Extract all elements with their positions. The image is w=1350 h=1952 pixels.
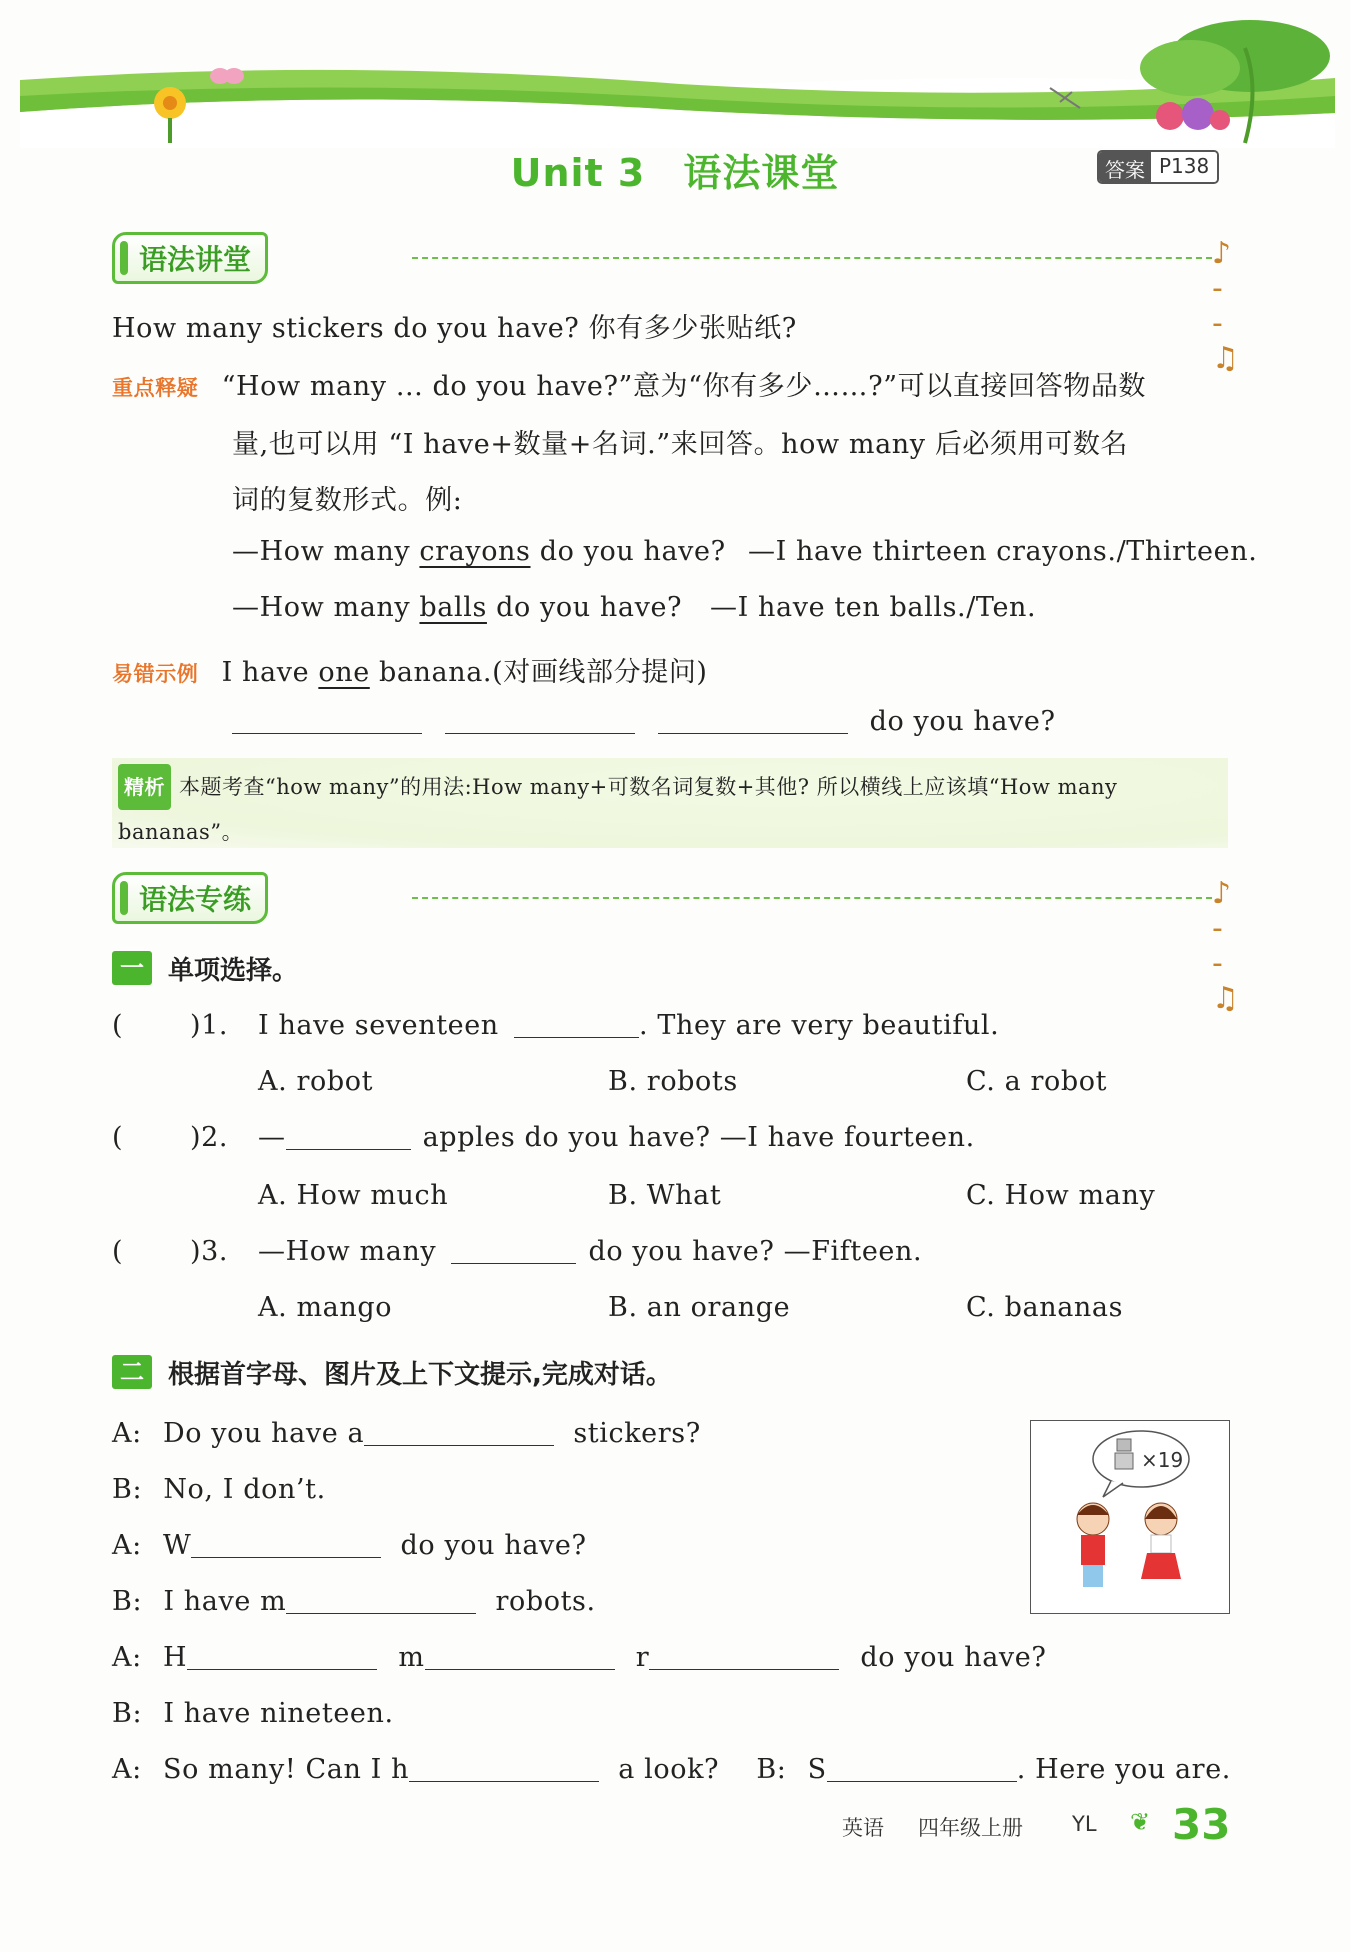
speaker-label: B:	[756, 1754, 787, 1785]
answer-blank[interactable]	[286, 1148, 411, 1150]
speaker-label: B:	[112, 1586, 143, 1617]
robot-icon	[1115, 1439, 1133, 1469]
analysis-box	[112, 758, 1228, 848]
footer-subject: 英语	[842, 1816, 884, 1840]
underlined-word: one	[318, 657, 370, 688]
answer-blank[interactable]	[286, 1612, 476, 1614]
footer-edition: YL	[1072, 1812, 1097, 1836]
underlined-word: crayons	[419, 536, 531, 567]
q2-stem: — apples do you have? —I have fourteen.	[258, 1122, 975, 1153]
answer-blank[interactable]	[451, 1262, 576, 1264]
answer-page: P138	[1151, 152, 1217, 182]
speaker-label: A:	[112, 1642, 142, 1673]
analysis-text-2: bananas”。	[118, 820, 244, 844]
answer-page-tag	[1097, 150, 1219, 184]
answer-blank[interactable]	[191, 1556, 381, 1558]
boy-icon	[1077, 1503, 1109, 1587]
answer-blank[interactable]	[827, 1780, 1017, 1782]
part-1-heading	[112, 948, 298, 988]
example-2-answer: —I have ten balls./Ten.	[710, 592, 1037, 623]
unit-title: 语法课堂	[683, 151, 840, 195]
key-explanation-line-2: 量,也可以用 “I have+数量+名词.”来回答。how many 后必须用可数名	[232, 429, 1129, 460]
part-number: 一	[112, 951, 152, 985]
q2-option-b[interactable]: B. What	[608, 1180, 722, 1211]
speaker-label: B:	[112, 1474, 143, 1505]
music-notes-icon: ♪ - - ♫	[1212, 876, 1239, 1016]
part-title: 单项选择。	[168, 955, 299, 986]
q2-paren: (	[112, 1122, 124, 1153]
common-mistake-tag: 易错示例	[112, 662, 199, 686]
q2-option-a[interactable]: A. How much	[258, 1180, 449, 1211]
q1-paren: (	[112, 1010, 124, 1041]
key-explanation-line-1	[112, 364, 1146, 403]
answer-blank[interactable]	[649, 1668, 839, 1670]
butterfly-icon	[210, 68, 244, 84]
answer-blank[interactable]	[232, 732, 422, 734]
q2-option-c[interactable]: C. How many	[966, 1180, 1156, 1211]
q2-number: )2.	[190, 1122, 229, 1153]
music-notes-icon: ♪ - - ♫	[1212, 236, 1239, 376]
underlined-word: balls	[419, 592, 487, 623]
meadow-banner-illustration	[20, 18, 1335, 148]
answer-blank[interactable]	[364, 1444, 554, 1446]
q1-stem: I have seventeen . They are very beautiful.	[258, 1010, 1000, 1041]
dialogue-line-1: A: Do you have a stickers?	[112, 1418, 701, 1449]
example-1-answer: —I have thirteen crayons./Thirteen.	[748, 536, 1258, 567]
answer-blank[interactable]	[514, 1036, 639, 1038]
kids-illustration	[1031, 1421, 1229, 1613]
q1-number: )1.	[190, 1010, 229, 1041]
q1-option-b[interactable]: B. robots	[608, 1066, 738, 1097]
example-1-question: —How many crayons do you have?	[232, 536, 726, 567]
common-mistake-example: 易错示例 I have one banana.(对画线部分提问)	[112, 657, 708, 688]
answer-blank[interactable]	[409, 1780, 599, 1782]
speaker-label: A:	[112, 1754, 142, 1785]
dialogue-line-6: B: I have nineteen.	[112, 1698, 394, 1729]
dialogue-line-7: A: So many! Can I h a look? B: S . Here you are.	[112, 1754, 1231, 1785]
q3-option-b[interactable]: B. an orange	[608, 1292, 791, 1323]
speaker-label: A:	[112, 1418, 142, 1449]
dialogue-line-4: B: I have m robots.	[112, 1586, 596, 1617]
answer-blank[interactable]	[658, 732, 848, 734]
example-sentence: How many stickers do you have? 你有多少张贴纸?	[112, 313, 797, 344]
leaf-icon: ❦	[1130, 1808, 1151, 1836]
robot-count: ×19	[1141, 1448, 1184, 1472]
part-title: 根据首字母、图片及上下文提示,完成对话。	[168, 1359, 672, 1390]
unit-label: Unit 3	[510, 151, 646, 195]
key-text-1: “How many ... do you have?”意为“你有多少……?”可以直接回答物品数	[221, 371, 1147, 402]
answer-blank[interactable]	[425, 1668, 615, 1670]
part-2-heading	[112, 1352, 672, 1392]
part-number: 二	[112, 1355, 152, 1389]
dialogue-line-2: B: No, I don’t.	[112, 1474, 326, 1505]
example-2-question: —How many balls do you have?	[232, 592, 683, 623]
mistake-answer-line: do you have?	[232, 706, 1056, 737]
q3-option-c[interactable]: C. bananas	[966, 1292, 1124, 1323]
dashed-divider	[412, 897, 1212, 899]
analysis-text-1: 本题考查“how many”的用法:How many+可数名词复数+其他? 所以横线上应该填“How many	[179, 775, 1118, 799]
key-explanation-line-3: 词的复数形式。例:	[232, 485, 463, 516]
q3-number: )3.	[190, 1236, 229, 1267]
dialogue-line-3: A: W do you have?	[112, 1530, 587, 1561]
speaker-label: A:	[112, 1530, 142, 1561]
q3-paren: (	[112, 1236, 124, 1267]
key-point-tag: 重点释疑	[112, 376, 199, 400]
dashed-divider	[412, 257, 1212, 259]
q1-option-c[interactable]: C. a robot	[966, 1066, 1108, 1097]
girl-icon	[1141, 1503, 1181, 1579]
q3-stem: —How many do you have? —Fifteen.	[258, 1236, 923, 1267]
footer-grade: 四年级上册	[918, 1816, 1023, 1840]
kids-robot-picture	[1030, 1420, 1230, 1614]
page-number: 33	[1172, 1800, 1231, 1849]
dialogue-line-5: A: H m r do you have?	[112, 1642, 1047, 1673]
answer-blank[interactable]	[187, 1668, 377, 1670]
q1-option-a[interactable]: A. robot	[258, 1066, 374, 1097]
answer-blank[interactable]	[445, 732, 635, 734]
speaker-label: B:	[112, 1698, 143, 1729]
q3-option-a[interactable]: A. mango	[258, 1292, 393, 1323]
analysis-tag: 精析	[118, 764, 171, 810]
section-label: 语法讲堂	[112, 232, 268, 284]
section-label: 语法专练	[112, 872, 268, 924]
answer-label: 答案	[1099, 152, 1151, 182]
